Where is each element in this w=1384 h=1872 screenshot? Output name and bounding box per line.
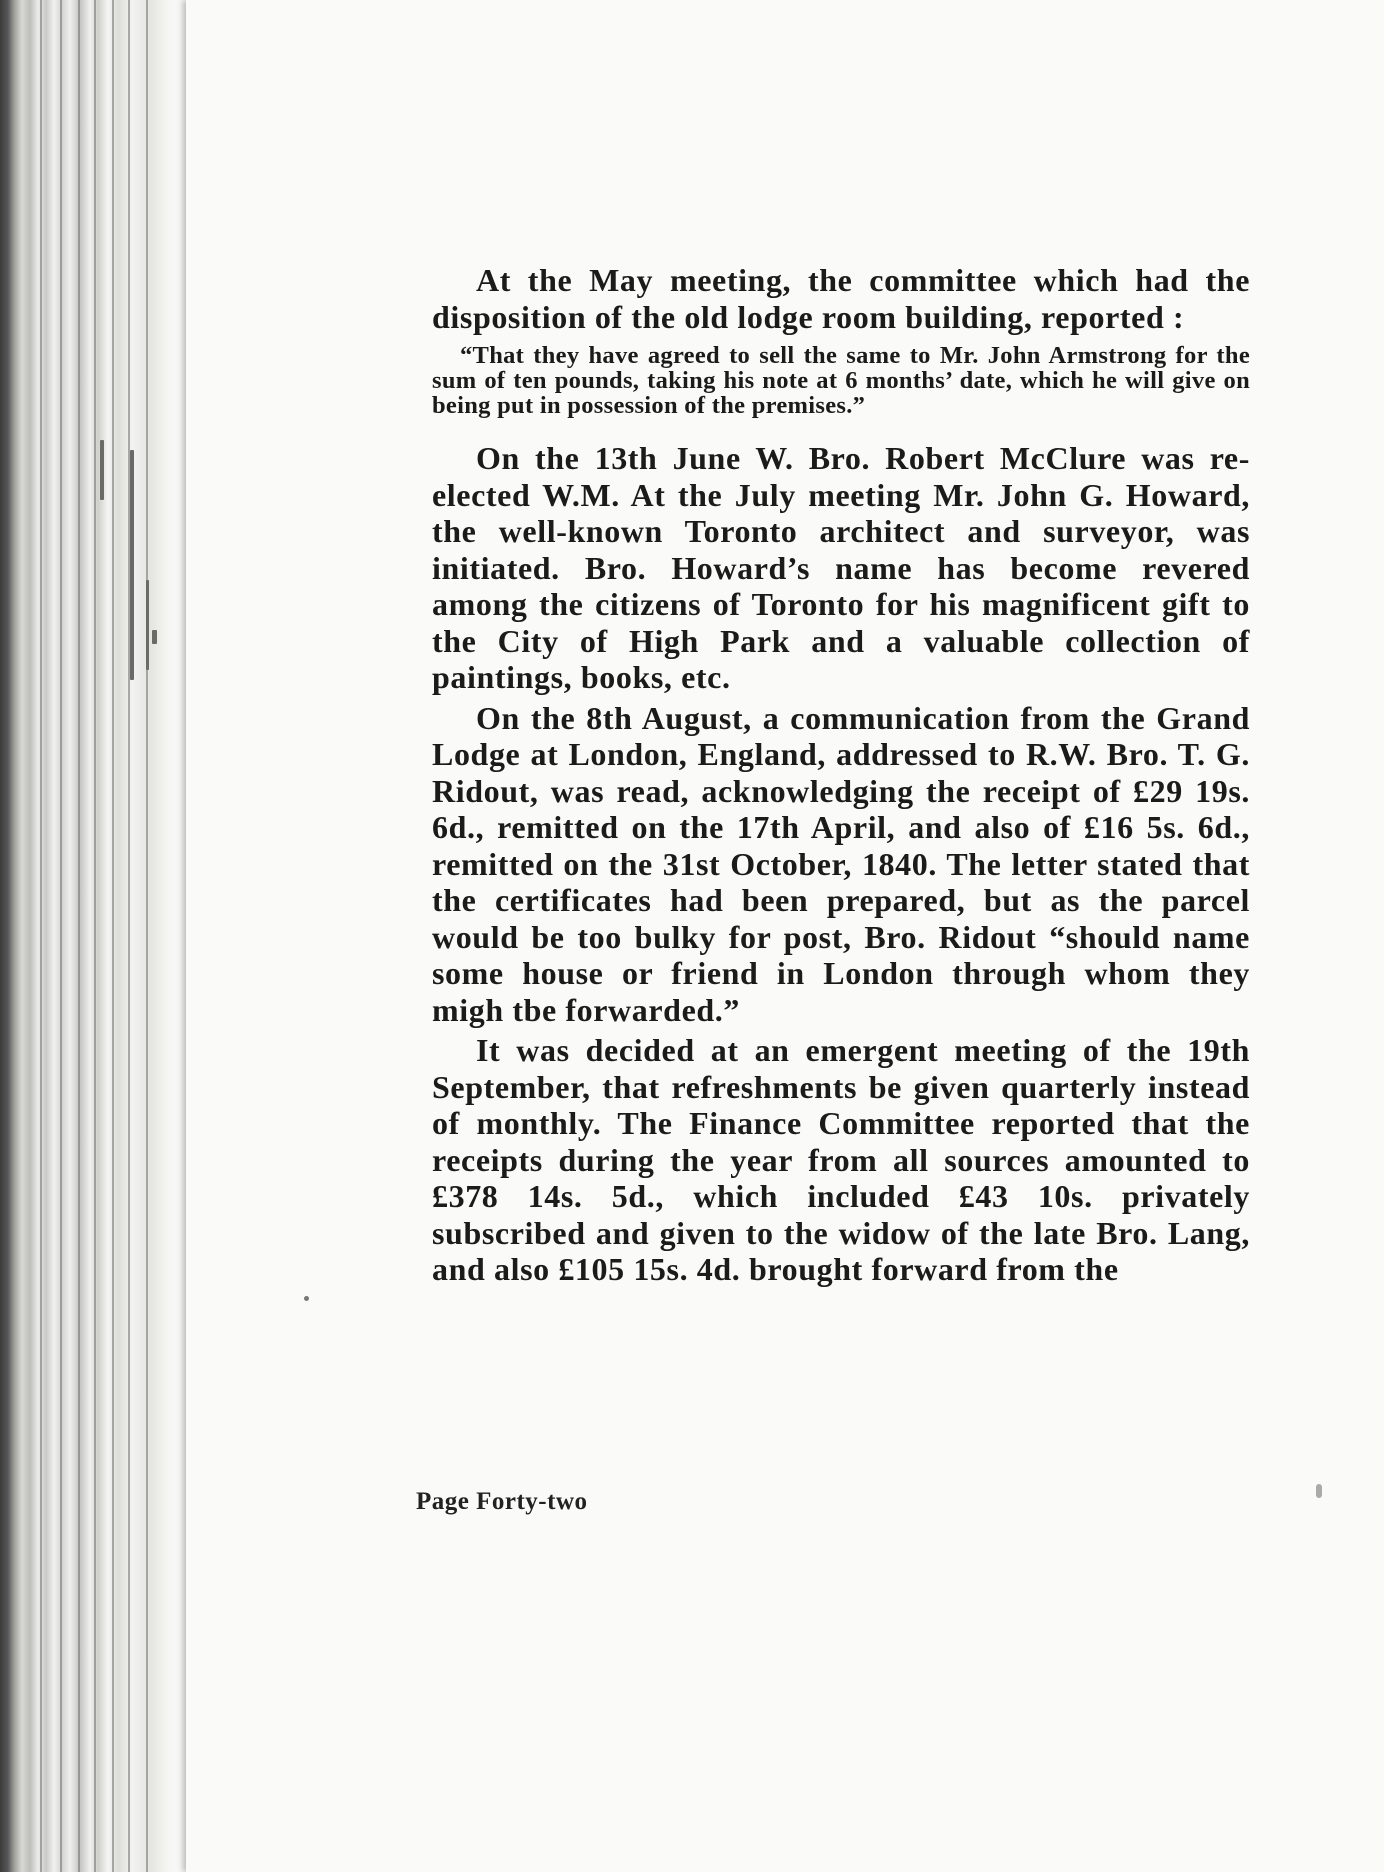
page-edge-line (128, 0, 130, 1872)
page-edge-line (78, 0, 80, 1872)
page-speck (1316, 1484, 1322, 1498)
page-text (432, 262, 1250, 1288)
paragraph-june-election: On the 13th June W. Bro. Robert McClure was re-elected W.M. At the July meeting Mr. John G. Howard, the well-known Toronto architect and surveyor, was initiated. Bro. Howard’s name has become revered among the citizens of Toronto for his magnificent gift to the City of High Park and a valuable collection of paintings, books, etc. (432, 440, 1250, 695)
page-edge-line (60, 0, 62, 1872)
paragraph-august-communication: On the 8th August, a communication from the Grand Lodge at London, England, addressed to R.W. Bro. T. G. Ridout, was read, acknowledging the receipt of £29 19s. 6d., remitted on the 17th April, and also of £16 5s. 6d., remitted on the 31st October, 1840. The letter stated that the certificates had been prepared, but as the parcel would be too bulky for post, Bro. Ridout “should name some house or friend in London through whom they migh tbe forwarded.” (432, 699, 1250, 1028)
page-number-footer: Page Forty-two (416, 1488, 588, 1515)
page-edge-line (40, 0, 42, 1872)
margin-smudges (100, 430, 170, 730)
page-edge-line (94, 0, 96, 1872)
paragraph-may-meeting: At the May meeting, the committee which had the disposition of the old lodge room building, reported : (432, 262, 1250, 335)
book-page-stack-edge (0, 0, 190, 1872)
committee-report-quote: “That they have agreed to sell the same to Mr. John Armstrong for the sum of ten pounds, taking his note at 6 months’ date, which he will give on being put in possession of the premises.” (432, 342, 1250, 419)
page-edge-line (112, 0, 114, 1872)
page-edge-line (146, 0, 148, 1872)
page-speck (304, 1296, 309, 1301)
paragraph-september-meeting: It was decided at an emergent meeting of the 19th September, that refreshments be given quarterly instead of monthly. The Finance Committee reported that the receipts during the year from all sources amounted to £378 14s. 5d., which included £43 10s. privately subscribed and given to the widow of the late Bro. Lang, and also £105 15s. 4d. brought forward from the (432, 1032, 1250, 1287)
